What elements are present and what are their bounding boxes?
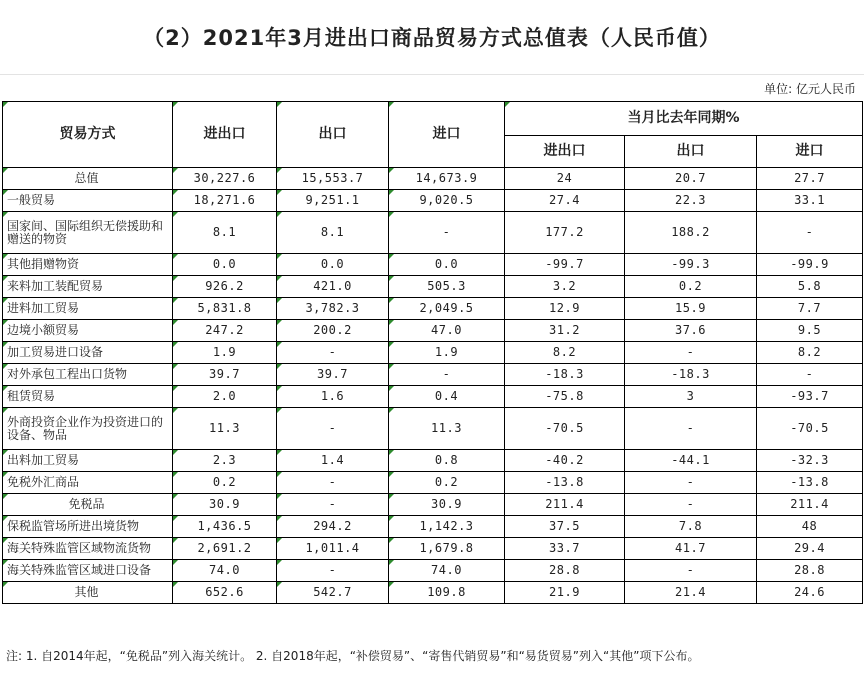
cell-total: 926.2: [173, 276, 277, 298]
cell-import: 9,020.5: [389, 190, 505, 212]
cell-import: 505.3: [389, 276, 505, 298]
cell-yoy-total: 8.2: [505, 342, 625, 364]
cell-yoy-export: -18.3: [625, 364, 757, 386]
cell-total: 0.2: [173, 472, 277, 494]
cell-yoy-import: -99.9: [757, 254, 863, 276]
row-label: 总值: [3, 168, 173, 190]
cell-import: 11.3: [389, 408, 505, 450]
cell-yoy-import: 28.8: [757, 560, 863, 582]
cell-yoy-export: 3: [625, 386, 757, 408]
table-row: [3, 212, 863, 254]
cell-yoy-import: 24.6: [757, 582, 863, 604]
cell-import: 14,673.9: [389, 168, 505, 190]
cell-yoy-export: -: [625, 494, 757, 516]
row-label: 外商投资企业作为投资进口的设备、物品: [3, 408, 173, 450]
cell-yoy-export: 41.7: [625, 538, 757, 560]
cell-yoy-import: -32.3: [757, 450, 863, 472]
cell-import: 0.4: [389, 386, 505, 408]
cell-total: 652.6: [173, 582, 277, 604]
cell-yoy-total: 31.2: [505, 320, 625, 342]
cell-yoy-export: -44.1: [625, 450, 757, 472]
cell-yoy-import: 33.1: [757, 190, 863, 212]
row-label: 出料加工贸易: [3, 450, 173, 472]
header-yoy-export: 出口: [625, 136, 757, 168]
table-row: [3, 320, 863, 342]
header-yoy-import: 进口: [757, 136, 863, 168]
row-label: 保税监管场所进出境货物: [3, 516, 173, 538]
cell-export: 421.0: [277, 276, 389, 298]
table-row: [3, 472, 863, 494]
cell-export: 3,782.3: [277, 298, 389, 320]
cell-yoy-export: 0.2: [625, 276, 757, 298]
cell-yoy-total: -99.7: [505, 254, 625, 276]
row-label: 免税外汇商品: [3, 472, 173, 494]
cell-total: 2,691.2: [173, 538, 277, 560]
table-row: [3, 386, 863, 408]
cell-total: 1.9: [173, 342, 277, 364]
cell-export: -: [277, 560, 389, 582]
cell-yoy-total: 211.4: [505, 494, 625, 516]
cell-yoy-export: 20.7: [625, 168, 757, 190]
page-title: （2）2021年3月进出口商品贸易方式总值表（人民币值）: [143, 26, 721, 50]
cell-export: 294.2: [277, 516, 389, 538]
cell-yoy-total: 12.9: [505, 298, 625, 320]
cell-import: 2,049.5: [389, 298, 505, 320]
cell-export: 1.4: [277, 450, 389, 472]
cell-yoy-export: -99.3: [625, 254, 757, 276]
cell-export: -: [277, 494, 389, 516]
cell-export: 542.7: [277, 582, 389, 604]
row-label: 来料加工装配贸易: [3, 276, 173, 298]
cell-yoy-export: 37.6: [625, 320, 757, 342]
cell-export: -: [277, 408, 389, 450]
table-row: [3, 408, 863, 450]
trade-table: [2, 101, 863, 604]
row-label: 边境小额贸易: [3, 320, 173, 342]
cell-total: 18,271.6: [173, 190, 277, 212]
cell-import: 1,142.3: [389, 516, 505, 538]
row-label: 免税品: [3, 494, 173, 516]
header-export: 出口: [277, 102, 389, 168]
cell-export: -: [277, 472, 389, 494]
cell-yoy-import: -70.5: [757, 408, 863, 450]
cell-yoy-total: 21.9: [505, 582, 625, 604]
cell-yoy-import: 9.5: [757, 320, 863, 342]
cell-import: 74.0: [389, 560, 505, 582]
cell-import: 109.8: [389, 582, 505, 604]
row-label: 其他捐赠物资: [3, 254, 173, 276]
table-row: [3, 168, 863, 190]
cell-total: 30.9: [173, 494, 277, 516]
cell-total: 2.0: [173, 386, 277, 408]
cell-yoy-total: -18.3: [505, 364, 625, 386]
cell-yoy-import: 27.7: [757, 168, 863, 190]
cell-import: 0.2: [389, 472, 505, 494]
table-row: [3, 450, 863, 472]
cell-total: 74.0: [173, 560, 277, 582]
cell-export: 200.2: [277, 320, 389, 342]
table-row: [3, 494, 863, 516]
cell-yoy-import: 211.4: [757, 494, 863, 516]
cell-yoy-total: 33.7: [505, 538, 625, 560]
cell-yoy-import: -93.7: [757, 386, 863, 408]
cell-export: 1.6: [277, 386, 389, 408]
cell-import: 0.8: [389, 450, 505, 472]
table-row: [3, 560, 863, 582]
row-label: 一般贸易: [3, 190, 173, 212]
cell-yoy-total: 3.2: [505, 276, 625, 298]
table-row: [3, 538, 863, 560]
cell-total: 2.3: [173, 450, 277, 472]
table-row: [3, 364, 863, 386]
header-trade-mode: 贸易方式: [3, 102, 173, 168]
cell-yoy-import: -: [757, 212, 863, 254]
cell-export: -: [277, 342, 389, 364]
cell-export: 39.7: [277, 364, 389, 386]
cell-import: 0.0: [389, 254, 505, 276]
cell-yoy-total: 28.8: [505, 560, 625, 582]
header-yoy-total: 进出口: [505, 136, 625, 168]
cell-export: 15,553.7: [277, 168, 389, 190]
row-label: 海关特殊监管区域物流货物: [3, 538, 173, 560]
cell-total: 11.3: [173, 408, 277, 450]
table-row: [3, 342, 863, 364]
title-divider: [0, 74, 864, 75]
row-label: 对外承包工程出口货物: [3, 364, 173, 386]
cell-yoy-export: 21.4: [625, 582, 757, 604]
cell-yoy-total: -75.8: [505, 386, 625, 408]
table-row: [3, 276, 863, 298]
cell-yoy-total: -70.5: [505, 408, 625, 450]
cell-yoy-export: -: [625, 342, 757, 364]
row-label: 加工贸易进口设备: [3, 342, 173, 364]
cell-yoy-import: 7.7: [757, 298, 863, 320]
cell-yoy-import: -: [757, 364, 863, 386]
cell-yoy-import: -13.8: [757, 472, 863, 494]
row-label: 租赁贸易: [3, 386, 173, 408]
cell-export: 1,011.4: [277, 538, 389, 560]
table-row: [3, 190, 863, 212]
row-label: 其他: [3, 582, 173, 604]
cell-import: 1,679.8: [389, 538, 505, 560]
cell-yoy-total: 177.2: [505, 212, 625, 254]
table-body: [3, 168, 863, 604]
cell-export: 0.0: [277, 254, 389, 276]
cell-import: -: [389, 364, 505, 386]
header-total: 进出口: [173, 102, 277, 168]
cell-yoy-export: -: [625, 560, 757, 582]
header-import: 进口: [389, 102, 505, 168]
cell-import: 47.0: [389, 320, 505, 342]
cell-import: 1.9: [389, 342, 505, 364]
row-label: 国家间、国际组织无偿援助和赠送的物资: [3, 212, 173, 254]
cell-total: 8.1: [173, 212, 277, 254]
cell-yoy-total: 24: [505, 168, 625, 190]
cell-yoy-export: -: [625, 472, 757, 494]
row-label: 进料加工贸易: [3, 298, 173, 320]
table-row: [3, 298, 863, 320]
cell-total: 39.7: [173, 364, 277, 386]
cell-yoy-export: -: [625, 408, 757, 450]
cell-yoy-export: 188.2: [625, 212, 757, 254]
cell-yoy-total: 27.4: [505, 190, 625, 212]
cell-yoy-import: 29.4: [757, 538, 863, 560]
cell-total: 5,831.8: [173, 298, 277, 320]
cell-yoy-import: 5.8: [757, 276, 863, 298]
table-row: [3, 582, 863, 604]
cell-export: 8.1: [277, 212, 389, 254]
cell-yoy-total: 37.5: [505, 516, 625, 538]
cell-yoy-export: 15.9: [625, 298, 757, 320]
cell-total: 0.0: [173, 254, 277, 276]
cell-total: 1,436.5: [173, 516, 277, 538]
cell-yoy-import: 8.2: [757, 342, 863, 364]
table-row: [3, 516, 863, 538]
cell-yoy-export: 22.3: [625, 190, 757, 212]
cell-import: -: [389, 212, 505, 254]
header-yoy-group: 当月比去年同期%: [505, 102, 863, 136]
cell-yoy-total: -40.2: [505, 450, 625, 472]
unit-note: 单位: 亿元人民币: [764, 82, 856, 96]
cell-import: 30.9: [389, 494, 505, 516]
table-row: [3, 254, 863, 276]
cell-yoy-total: -13.8: [505, 472, 625, 494]
cell-yoy-export: 7.8: [625, 516, 757, 538]
row-label: 海关特殊监管区域进口设备: [3, 560, 173, 582]
cell-total: 30,227.6: [173, 168, 277, 190]
footnote: 注: 1. 自2014年起，“免税品”列入海关统计。 2. 自2018年起，“补偿贸易”、“寄售代销贸易”和“易货贸易”列入“其他”项下公布。: [6, 649, 700, 663]
cell-total: 247.2: [173, 320, 277, 342]
cell-yoy-import: 48: [757, 516, 863, 538]
cell-export: 9,251.1: [277, 190, 389, 212]
